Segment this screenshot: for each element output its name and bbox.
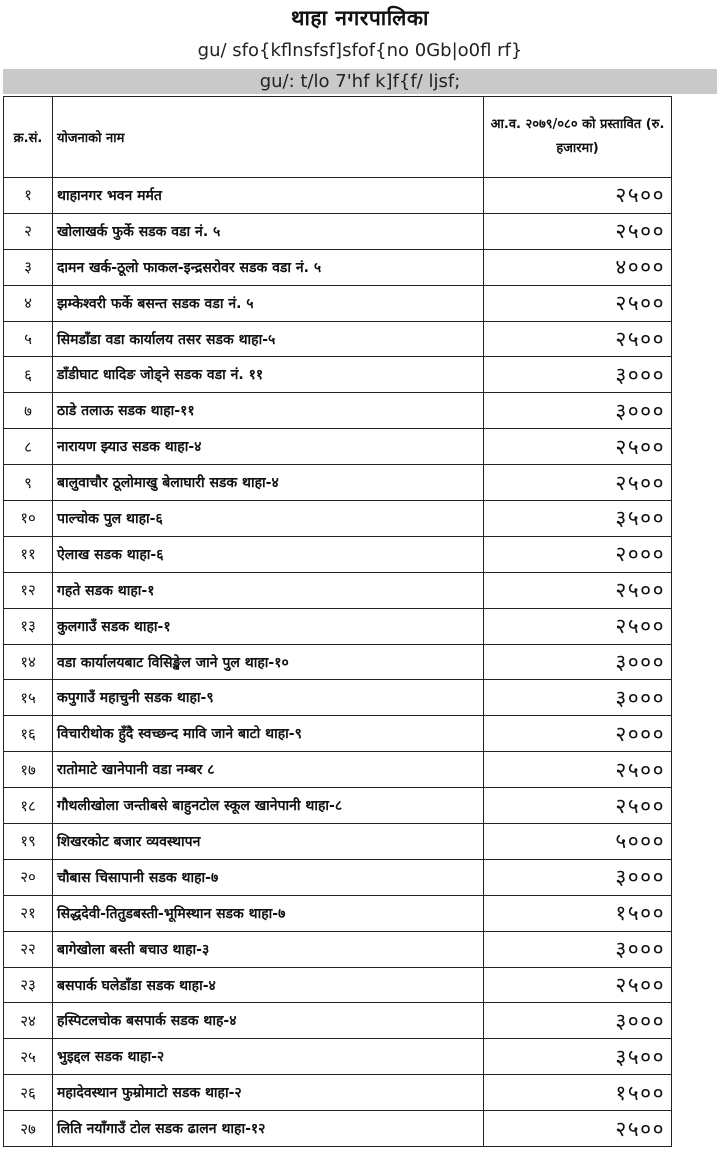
table-row [4, 1039, 672, 1075]
row-serial: १६ [4, 716, 53, 752]
row-serial: ८ [4, 429, 53, 465]
row-proposed-amount: १५०० [484, 1075, 672, 1111]
table-row [4, 608, 672, 644]
section-heading-bar: gu/: t/lo 7'hf k]f{f/ ljsf; [3, 69, 717, 94]
row-project-name: पाल्चोक पुल थाहा-६ [53, 501, 484, 537]
row-serial: ७ [4, 393, 53, 429]
row-serial: २६ [4, 1075, 53, 1111]
row-serial: ९ [4, 465, 53, 501]
table-row [4, 644, 672, 680]
row-proposed-amount: २५०० [484, 285, 672, 321]
row-project-name: बसपार्क घलेडाँडा सडक थाहा-४ [53, 967, 484, 1003]
row-project-name: महादेवस्थान फुम्रोमाटो सडक थाहा-२ [53, 1075, 484, 1111]
table-row [4, 824, 672, 860]
row-proposed-amount: २५०० [484, 752, 672, 788]
row-serial: १५ [4, 680, 53, 716]
row-proposed-amount: २५०० [484, 967, 672, 1003]
row-project-name: डाँडीघाट धादिङ जोड्ने सडक वडा नं. ११ [53, 357, 484, 393]
row-project-name: झम्केश्वरी फर्के बसन्त सडक वडा नं. ५ [53, 285, 484, 321]
table-row [4, 1003, 672, 1039]
row-serial: १२ [4, 572, 53, 608]
table-row [4, 357, 672, 393]
row-project-name: खोलाखर्क फुर्के सडक वडा नं. ५ [53, 213, 484, 249]
row-project-name: गौथलीखोला जन्तीबसे बाहुनटोल स्कूल खानेपानी थाहा-८ [53, 788, 484, 824]
table-row [4, 501, 672, 537]
row-serial: २ [4, 213, 53, 249]
row-proposed-amount: २५०० [484, 1111, 672, 1147]
table-row [4, 859, 672, 895]
table-header-row [4, 97, 672, 178]
row-project-name: बागेखोला बस्ती बचाउ थाहा-३ [53, 931, 484, 967]
table-row [4, 393, 672, 429]
table-row [4, 285, 672, 321]
row-project-name: नारायण झ्याउ सडक थाहा-४ [53, 429, 484, 465]
row-serial: २२ [4, 931, 53, 967]
row-proposed-amount: ३००० [484, 357, 672, 393]
table-row [4, 716, 672, 752]
row-serial: ६ [4, 357, 53, 393]
row-serial: १४ [4, 644, 53, 680]
row-proposed-amount: ३५०० [484, 501, 672, 537]
row-project-name: कपुगाउँ महाचुनी सडक थाहा-९ [53, 680, 484, 716]
row-serial: १ [4, 178, 53, 214]
row-project-name: बालुवाचौर ठूलोमाखु बेलाघारी सडक थाहा-४ [53, 465, 484, 501]
row-proposed-amount: ३५०० [484, 1039, 672, 1075]
row-project-name: सिद्धदेवी-तितुडबस्ती-भूमिस्थान सडक थाहा-७ [53, 895, 484, 931]
table-row [4, 1111, 672, 1147]
table-row [4, 788, 672, 824]
projects-table [3, 96, 672, 1147]
row-proposed-amount: ३००० [484, 1003, 672, 1039]
table-row [4, 465, 672, 501]
row-proposed-amount: ५००० [484, 824, 672, 860]
row-serial: १८ [4, 788, 53, 824]
row-project-name: भुइद्दल सडक थाहा-२ [53, 1039, 484, 1075]
row-project-name: हस्पिटलचोक बसपार्क सडक थाह-४ [53, 1003, 484, 1039]
row-proposed-amount: २००० [484, 536, 672, 572]
row-project-name: शिखरकोट बजार व्यवस्थापन [53, 824, 484, 860]
table-row [4, 249, 672, 285]
row-serial: १३ [4, 608, 53, 644]
row-proposed-amount: ३००० [484, 931, 672, 967]
row-serial: ११ [4, 536, 53, 572]
row-proposed-amount: ३००० [484, 393, 672, 429]
row-project-name: चौबास चिसापानी सडक थाहा-७ [53, 859, 484, 895]
row-serial: ५ [4, 321, 53, 357]
row-proposed-amount: २५०० [484, 572, 672, 608]
row-serial: २५ [4, 1039, 53, 1075]
table-row [4, 213, 672, 249]
row-project-name: ठाडे तलाऊ सडक थाहा-११ [53, 393, 484, 429]
table-row [4, 931, 672, 967]
row-proposed-amount: ४००० [484, 249, 672, 285]
table-row [4, 429, 672, 465]
table-row [4, 967, 672, 1003]
table-row [4, 895, 672, 931]
row-serial: १० [4, 501, 53, 537]
table-row [4, 178, 672, 214]
column-header-project-name: योजनाको नाम [53, 97, 484, 178]
row-project-name: लिति नयाँगाउँ टोल सडक ढालन थाहा-१२ [53, 1111, 484, 1147]
row-serial: २७ [4, 1111, 53, 1147]
table-row [4, 321, 672, 357]
row-proposed-amount: ३००० [484, 644, 672, 680]
row-proposed-amount: २५०० [484, 321, 672, 357]
page-subtitle: gu/ sfo{kflnsfsf]sfof{no 0Gb|o0fl rf} [197, 40, 523, 61]
row-project-name: कुलगाउँ सडक थाहा-१ [53, 608, 484, 644]
row-project-name: ऐलाख सडक थाहा-६ [53, 536, 484, 572]
row-proposed-amount: २००० [484, 716, 672, 752]
row-project-name: थाहानगर भवन मर्मत [53, 178, 484, 214]
table-row [4, 680, 672, 716]
column-header-serial: क्र.सं. [4, 97, 53, 178]
row-proposed-amount: २५०० [484, 465, 672, 501]
table-row [4, 752, 672, 788]
row-proposed-amount: ३००० [484, 859, 672, 895]
row-project-name: गहते सडक थाहा-१ [53, 572, 484, 608]
row-serial: २० [4, 859, 53, 895]
row-serial: ४ [4, 285, 53, 321]
row-project-name: रातोमाटे खानेपानी वडा नम्बर ८ [53, 752, 484, 788]
row-proposed-amount: २५०० [484, 213, 672, 249]
row-serial: २४ [4, 1003, 53, 1039]
row-proposed-amount: ३००० [484, 680, 672, 716]
table-row [4, 1075, 672, 1111]
row-project-name: सिमडाँडा वडा कार्यालय तसर सडक थाहा-५ [53, 321, 484, 357]
column-header-proposed-amount: आ.व. २०७९/०८० को प्रस्तावित (रु. हजारमा) [484, 97, 672, 178]
row-proposed-amount: २५०० [484, 608, 672, 644]
row-proposed-amount: २५०० [484, 788, 672, 824]
row-project-name: विचारीथोक हुँदै स्वच्छन्द मावि जाने बाटो थाहा-९ [53, 716, 484, 752]
row-project-name: वडा कार्यालयबाट विसिङ्खेल जाने पुल थाहा-१० [53, 644, 484, 680]
row-proposed-amount: २५०० [484, 429, 672, 465]
page-title: थाहा नगरपालिका [291, 6, 429, 30]
table-row [4, 572, 672, 608]
row-serial: ३ [4, 249, 53, 285]
row-serial: २१ [4, 895, 53, 931]
row-project-name: दामन खर्क-ठूलो फाकल-इन्द्रसरोवर सडक वडा नं. ५ [53, 249, 484, 285]
row-serial: १९ [4, 824, 53, 860]
row-proposed-amount: १५०० [484, 895, 672, 931]
row-proposed-amount: २५०० [484, 178, 672, 214]
table-row [4, 536, 672, 572]
row-serial: २३ [4, 967, 53, 1003]
row-serial: १७ [4, 752, 53, 788]
